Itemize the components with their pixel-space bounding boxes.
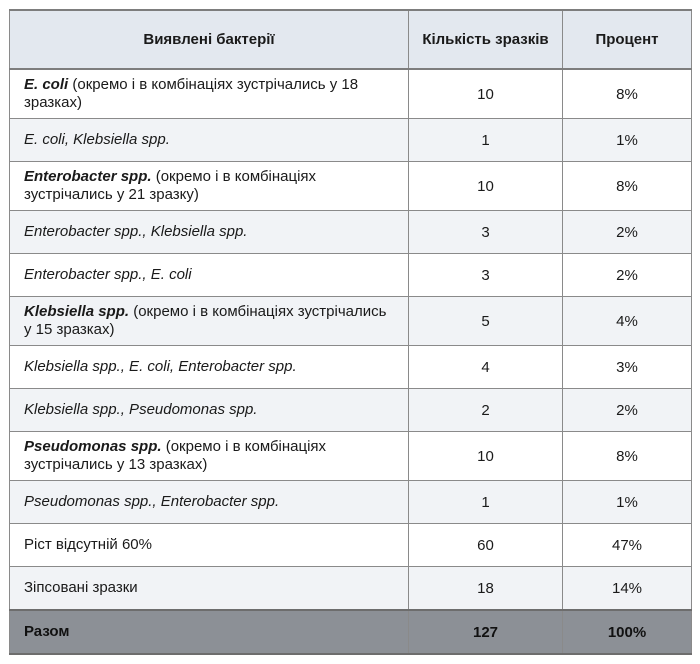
total-row — [10, 610, 692, 654]
bacteria-name-text: Ріст відсутній 60% — [24, 536, 152, 553]
percent-cell: 2% — [563, 211, 692, 254]
sample-count-cell: 3 — [409, 254, 563, 297]
bacteria-name-text: (окремо і в комбінаціях зустрічались у 15 зразках) — [24, 303, 387, 338]
percent-cell: 8% — [563, 69, 692, 119]
bacteria-name-cell — [10, 119, 409, 162]
table-body — [10, 69, 692, 610]
percent-cell: 4% — [563, 297, 692, 346]
bacteria-name-cell — [10, 346, 409, 389]
bacteria-name-text: (окремо і в комбінаціях зустрічались у 18 зразках) — [24, 76, 359, 111]
bacteria-name-italic: Enterobacter spp., Klebsiella spp. — [24, 223, 248, 240]
bacteria-table-container — [9, 9, 691, 655]
table-row — [10, 524, 692, 567]
header-percent: Процент — [563, 10, 692, 69]
header-sample-count: Кількість зразків — [409, 10, 563, 69]
sample-count-cell: 2 — [409, 389, 563, 432]
bacteria-name-cell — [10, 69, 409, 119]
percent-cell: 14% — [563, 567, 692, 611]
bacteria-name-bold: E. coli — [24, 76, 69, 93]
percent-cell: 8% — [563, 432, 692, 481]
table-row — [10, 432, 692, 481]
table-row — [10, 254, 692, 297]
percent-cell: 47% — [563, 524, 692, 567]
table-row — [10, 297, 692, 346]
bacteria-name-cell — [10, 524, 409, 567]
total-percent: 100% — [563, 610, 692, 654]
table-row — [10, 119, 692, 162]
sample-count-cell: 60 — [409, 524, 563, 567]
table-row — [10, 389, 692, 432]
bacteria-name-bold: Pseudomonas spp. — [24, 438, 162, 455]
sample-count-cell: 10 — [409, 69, 563, 119]
bacteria-name-italic: Klebsiella spp., Pseudomonas spp. — [24, 401, 258, 418]
bacteria-name-italic: Enterobacter spp., E. coli — [24, 266, 192, 283]
bacteria-name-cell — [10, 481, 409, 524]
total-label: Разом — [10, 610, 409, 654]
sample-count-cell: 10 — [409, 432, 563, 481]
bacteria-name-bold: Enterobacter spp. — [24, 168, 152, 185]
percent-cell: 2% — [563, 254, 692, 297]
total-count: 127 — [409, 610, 563, 654]
sample-count-cell: 18 — [409, 567, 563, 611]
bacteria-name-cell — [10, 162, 409, 211]
bacteria-name-cell — [10, 297, 409, 346]
table-row — [10, 481, 692, 524]
bacteria-table — [9, 9, 692, 655]
bacteria-name-cell — [10, 254, 409, 297]
bacteria-name-italic: E. coli, Klebsiella spp. — [24, 131, 170, 148]
bacteria-name-text: (окремо і в комбінаціях зустрічались у 13 зразках) — [24, 438, 327, 473]
bacteria-name-text: Зіпсовані зразки — [24, 579, 138, 596]
bacteria-name-cell — [10, 567, 409, 611]
percent-cell: 3% — [563, 346, 692, 389]
table-row — [10, 567, 692, 611]
header-bacteria: Виявлені бактерії — [10, 10, 409, 69]
bacteria-name-text: (окремо і в комбінаціях зустрічались у 21 зразку) — [24, 168, 317, 203]
table-row — [10, 211, 692, 254]
bacteria-name-bold: Klebsiella spp. — [24, 303, 130, 320]
percent-cell: 1% — [563, 119, 692, 162]
percent-cell: 2% — [563, 389, 692, 432]
sample-count-cell: 1 — [409, 119, 563, 162]
bacteria-name-cell — [10, 432, 409, 481]
bacteria-name-cell — [10, 389, 409, 432]
percent-cell: 8% — [563, 162, 692, 211]
sample-count-cell: 5 — [409, 297, 563, 346]
sample-count-cell: 10 — [409, 162, 563, 211]
sample-count-cell: 1 — [409, 481, 563, 524]
bacteria-name-italic: Klebsiella spp., E. coli, Enterobacter spp. — [24, 358, 297, 375]
table-row — [10, 69, 692, 119]
bacteria-name-italic: Pseudomonas spp., Enterobacter spp. — [24, 493, 280, 510]
percent-cell: 1% — [563, 481, 692, 524]
sample-count-cell: 4 — [409, 346, 563, 389]
bacteria-name-cell — [10, 211, 409, 254]
header-row — [10, 10, 692, 69]
table-row — [10, 162, 692, 211]
sample-count-cell: 3 — [409, 211, 563, 254]
table-row — [10, 346, 692, 389]
